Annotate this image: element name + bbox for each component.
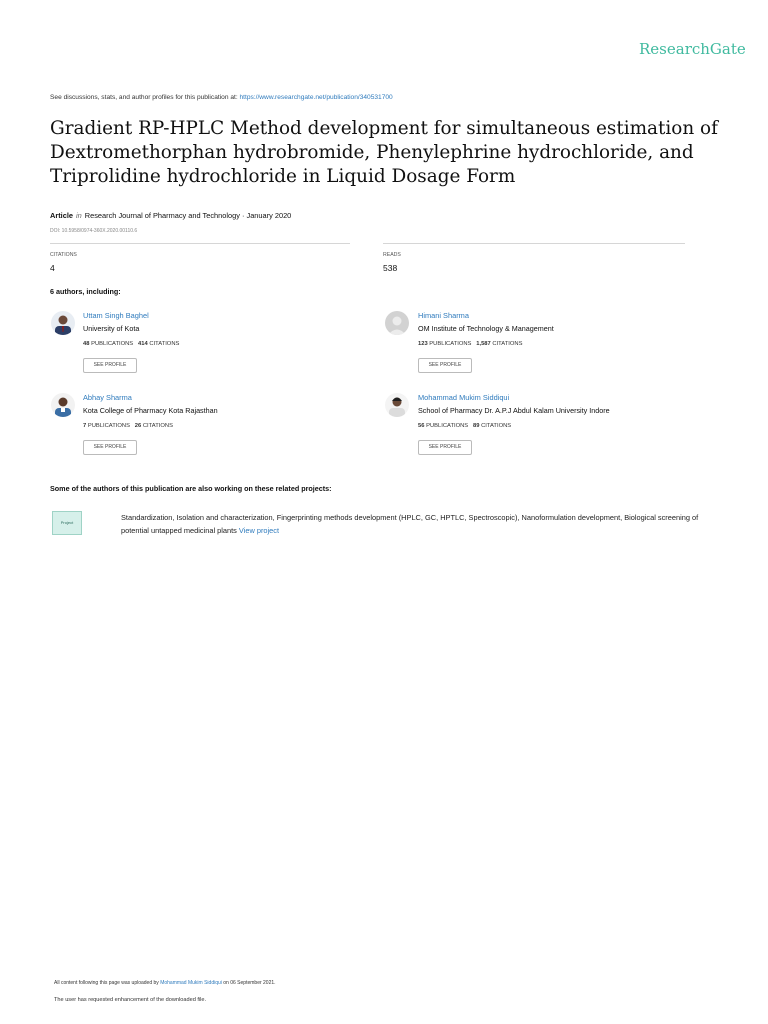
author-stats xyxy=(418,341,522,347)
author-institution: University of Kota xyxy=(83,324,140,333)
author-stats xyxy=(83,341,179,347)
divider xyxy=(383,243,685,244)
doi: DOI: 10.5958/0974-360X.2020.00110.6 xyxy=(50,228,138,234)
publication-url-link[interactable]: https://www.researchgate.net/publication/340531700 xyxy=(239,94,393,101)
reads-value: 538 xyxy=(383,263,398,273)
title-line: Gradient RP-HPLC Method development for simultaneous estimation of xyxy=(50,118,718,139)
citations-label: CITATIONS xyxy=(142,423,173,429)
view-project-link[interactable]: View project xyxy=(238,526,280,535)
publication-type: Article xyxy=(50,211,74,220)
author-name[interactable]: Mohammad Mukim Siddiqui xyxy=(418,393,510,402)
citations-count: 89 xyxy=(473,423,480,429)
reads-label: READS xyxy=(383,252,401,258)
project-description xyxy=(121,511,711,537)
author-institution: OM Institute of Technology & Management xyxy=(418,324,554,333)
title-line: Triprolidine hydrochloride in Liquid Dosage Form xyxy=(50,166,516,187)
citations-count: 26 xyxy=(134,423,142,429)
author-institution: School of Pharmacy Dr. A.P.J Abdul Kalam University Indore xyxy=(418,406,610,415)
publications-count: 7 xyxy=(83,423,87,429)
citations-count: 414 xyxy=(138,341,148,347)
see-profile-button[interactable]: SEE PROFILE xyxy=(83,358,137,373)
publications-count: 56 xyxy=(418,423,425,429)
author-avatar[interactable] xyxy=(51,393,75,417)
divider xyxy=(50,243,350,244)
publications-count: 48 xyxy=(83,341,90,347)
author-avatar[interactable] xyxy=(51,311,75,335)
author-stats xyxy=(83,423,173,429)
discussions-line xyxy=(50,94,393,101)
publication-date: · January 2020 xyxy=(239,211,292,220)
citations-value: 4 xyxy=(50,263,55,273)
see-profile-button[interactable]: SEE PROFILE xyxy=(83,440,137,455)
publications-label: PUBLICATIONS xyxy=(91,341,134,347)
citations-count: 1,587 xyxy=(476,341,491,347)
upload-suffix: on 06 September 2021. xyxy=(221,980,276,986)
publications-label: PUBLICATIONS xyxy=(87,423,130,429)
author-institution: Kota College of Pharmacy Kota Rajasthan xyxy=(83,406,218,415)
citations-label: CITATIONS xyxy=(481,423,512,429)
publications-label: PUBLICATIONS xyxy=(426,423,469,429)
projects-heading: Some of the authors of this publication are also working on these related projects: xyxy=(50,484,332,493)
publication-meta xyxy=(50,211,291,220)
title-line: Dextromethorphan hydrobromide, Phenylephrine hydrochloride, and xyxy=(50,142,694,163)
author-name[interactable]: Uttam Singh Baghel xyxy=(83,311,149,320)
project-icon[interactable] xyxy=(52,511,82,535)
author-name[interactable]: Abhay Sharma xyxy=(83,393,132,402)
journal-name: Research Journal of Pharmacy and Technology xyxy=(84,211,240,220)
author-avatar[interactable] xyxy=(385,393,409,417)
uploader-link[interactable]: Mohammad Mukim Siddiqui xyxy=(160,980,222,986)
author-name[interactable]: Himani Sharma xyxy=(418,311,469,320)
publication-title xyxy=(50,117,730,189)
discussions-text: See discussions, stats, and author profiles for this publication at: xyxy=(50,94,240,101)
in-word: in xyxy=(76,211,82,220)
citations-label: CITATIONS xyxy=(149,341,180,347)
enhancement-notice: The user has requested enhancement of the downloaded file. xyxy=(54,997,207,1003)
citations-label: CITATIONS xyxy=(492,341,523,347)
author-avatar[interactable] xyxy=(385,311,409,335)
upload-notice xyxy=(54,980,276,986)
upload-prefix: All content following this page was uploaded by xyxy=(54,980,161,986)
researchgate-logo[interactable]: ResearchGate xyxy=(639,40,746,58)
see-profile-button[interactable]: SEE PROFILE xyxy=(418,440,472,455)
publications-label: PUBLICATIONS xyxy=(429,341,472,347)
author-stats xyxy=(418,423,511,429)
project-text: Standardization, Isolation and characterization, Fingerprinting methods development (HPLC, GC, HPTLC, Spectroscopic), Nanoformulation development, Biological screening of potential untapped medicinal plants xyxy=(121,513,699,535)
see-profile-button[interactable]: SEE PROFILE xyxy=(418,358,472,373)
publications-count: 123 xyxy=(418,341,428,347)
citations-label: CITATIONS xyxy=(50,252,77,258)
authors-heading: 6 authors, including: xyxy=(50,287,121,296)
project-icon-label: Project xyxy=(60,520,74,525)
